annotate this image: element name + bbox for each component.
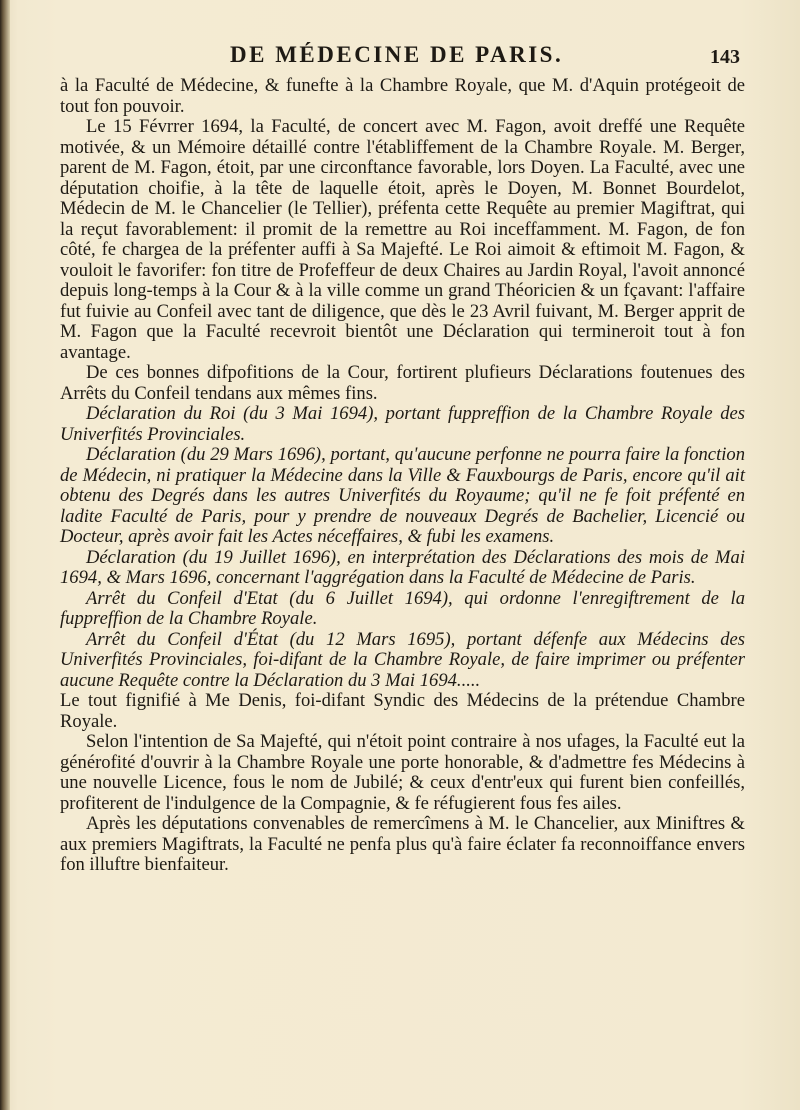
declaration-entry: Déclaration (du 29 Mars 1696), portant, qu'aucune perfonne ne pourra faire la fonction de Médecin, ni pratiquer la Médecine dans la Ville & Fauxbourgs de Paris, encore qu'il ait obtenu des Degrés dans les autres Univerfités du Royaume; qu'il ne fe foit préfenté en ladite Faculté de Paris, pour y prendre de nouveaux Degrés de Bachelier, Licencié ou Docteur, après avoir fait les Actes néceffaires, & fubi les examens. xyxy=(60,444,745,547)
paragraph: Après les députations convenables de remercîmens à M. le Chancelier, aux Miniftres & aux premiers Magiftrats, la Faculté ne penfa plus qu'à faire éclater fa reconnoiffance envers fon illuftre bienfaiteur. xyxy=(60,813,745,875)
body-text xyxy=(60,76,745,876)
page-header xyxy=(230,42,740,70)
paragraph: De ces bonnes difpofitions de la Cour, fortirent plufieurs Déclarations foutenues des Arrêts du Confeil tendans aux mêmes fins. xyxy=(60,362,745,404)
decree-entry: Arrêt du Confeil d'Etat (du 6 Juillet 1694), qui ordonne l'enregiftrement de la fuppreffion de la Chambre Royale. xyxy=(60,587,745,629)
decree-entry: Arrêt du Confeil d'État (du 12 Mars 1695), portant défenfe aux Médecins des Univerfités Provinciales, foi-difant de la Chambre Royale, de faire imprimer ou préfenter aucune Requête contre la Déclaration du 3 Mai 1694..... xyxy=(60,628,745,691)
paragraph: à la Faculté de Médecine, & funefte à la Chambre Royale, que M. d'Aquin protégeoit de tout fon pouvoir. xyxy=(60,75,745,117)
declaration-entry: Déclaration du Roi (du 3 Mai 1694), portant fuppreffion de la Chambre Royale des Univerfités Provinciales. xyxy=(60,403,745,445)
book-gutter-shadow xyxy=(0,0,10,1110)
paragraph: Le tout fignifié à Me Denis, foi-difant Syndic des Médecins de la prétendue Chambre Royale. xyxy=(60,690,745,732)
page-number: 143 xyxy=(710,46,740,68)
paragraph: Selon l'intention de Sa Majefté, qui n'étoit point contraire à nos ufages, la Faculté eut la générofité d'ouvrir à la Chambre Royale une porte honorable, & d'admettre fes Médecins à une nouvelle Licence, fous le nom de Jubilé; & ceux d'entr'eux qui furent bien confeillés, profiterent de l'indulgence de la Compagnie, & fe réfugierent fous fes ailes. xyxy=(60,731,745,814)
paragraph: Le 15 Févrrer 1694, la Faculté, de concert avec M. Fagon, avoit dreffé une Requête motivée, & un Mémoire détaillé contre l'établiffement de la Chambre Royale. M. Berger, parent de M. Fagon, étoit, par une circonftance favorable, lors Doyen. La Faculté, avec une députation choifie, à la tête de laquelle étoit, après le Doyen, M. Bonnet Bourdelot, Médecin de M. le Chancelier (le Tellier), préfenta cette Requête au premier Magiftrat, qui la reçut favorablement: il promit de la remettre au Roi inceffamment. M. Fagon, de fon côté, fe chargea de la préfenter auffi à Sa Majefté. Le Roi aimoit & eftimoit M. Fagon, & vouloit le favorifer: fon titre de Profeffeur de deux Chaires au Jardin Royal, l'avoit annoncé depuis long-temps à la Cour & à la ville comme un grand Théoricien & un fçavant: l'affaire fut fuivie au Confeil avec tant de diligence, que dès le 23 Avril fuivant, M. Berger apprit de M. Fagon que la Faculté recevroit bientôt une Déclaration qui termineroit tout à fon avantage. xyxy=(60,116,745,363)
declaration-entry: Déclaration (du 19 Juillet 1696), en interprétation des Déclarations des mois de Mai 1694, & Mars 1696, concernant l'aggrégation dans la Faculté de Médecine de Paris. xyxy=(60,546,745,588)
running-head: DE MÉDECINE DE PARIS. xyxy=(230,42,564,67)
